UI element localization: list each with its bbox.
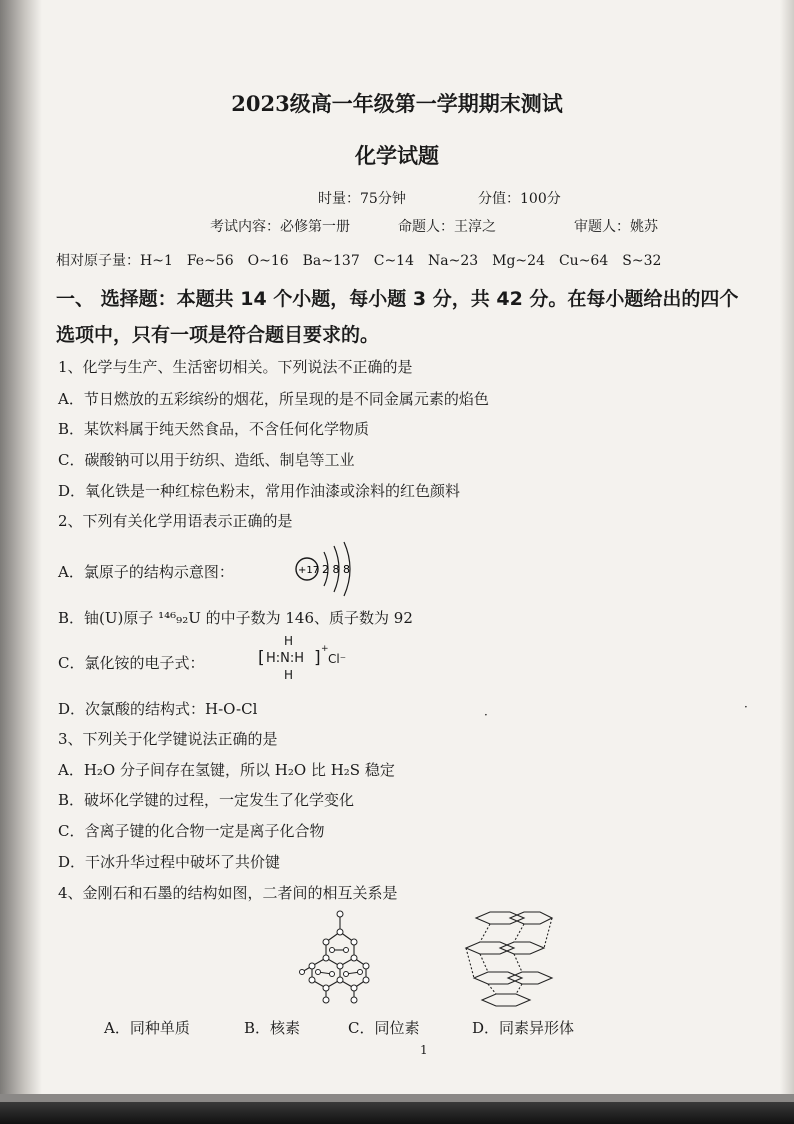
diamond-structure-diagram [296, 910, 376, 1005]
question-3-option-c: C．含离子键的化合物一定是离子化合物 [58, 822, 325, 840]
section-heading-line2: 选项中，只有一项是符合题目要求的。 [56, 324, 380, 346]
page-number: 1 [420, 1043, 428, 1057]
page-bottom-shadow [0, 1094, 794, 1102]
formula-h-bottom: H [284, 668, 294, 682]
formula-bracket-left: [ [258, 648, 265, 668]
question-3-option-d: D．干冰升华过程中破坏了共价键 [58, 853, 281, 871]
exam-duration: 时量：75分钟 [318, 191, 406, 207]
exam-score: 分值：100分 [478, 191, 561, 207]
question-1-option-c: C．碳酸钠可以用于纺织、造纸、制皂等工业 [58, 451, 355, 469]
question-3-option-a: A．H₂O 分子间存在氢键，所以 H₂O 比 H₂S 稳定 [58, 761, 395, 779]
question-4-option-d: D．同素异形体 [472, 1019, 575, 1037]
question-4-option-b: B．核素 [244, 1019, 301, 1037]
question-2-option-c: C．氯化铵的电子式： [58, 654, 205, 672]
electron-counts: 2 8 8 [322, 563, 350, 576]
question-3-stem: 3、下列关于化学键说法正确的是 [58, 730, 278, 748]
question-1-option-b: B．某饮料属于纯天然食品，不含任何化学物质 [58, 420, 370, 438]
formula-anion: Cl⁻ [328, 652, 347, 666]
scan-speck-2: · [744, 700, 748, 714]
section-heading-line1: 一、 选择题：本题共 14 个小题，每小题 3 分，共 42 分。在每小题给出的四个 [56, 288, 739, 310]
exam-author: 命题人：王淳之 [398, 219, 496, 235]
page-bottom-edge [0, 1102, 794, 1124]
question-3-option-b: B．破坏化学键的过程，一定发生了化学变化 [58, 791, 355, 809]
exam-content: 考试内容：必修第一册 [210, 219, 350, 235]
question-2-stem: 2、下列有关化学用语表示正确的是 [58, 512, 293, 530]
formula-center: H:N:H [266, 651, 305, 666]
formula-bracket-right: ] [314, 648, 321, 668]
atomic-mass-line: 相对原子量：H~1 Fe~56 O~16 Ba~137 C~14 Na~23 Mg~24 Cu~64 S~32 [56, 253, 662, 269]
question-1-option-a: A．节日燃放的五彩缤纷的烟花，所呈现的是不同金属元素的焰色 [58, 390, 489, 408]
question-1-option-d: D．氧化铁是一种红棕色粉末，常用作油漆或涂料的红色颜料 [58, 482, 461, 500]
question-1-stem: 1、化学与生产、生活密切相关。下列说法不正确的是 [58, 358, 413, 376]
question-2-option-b: B．铀(U)原子 ¹⁴⁶₉₂U 的中子数为 146、质子数为 92 [58, 609, 413, 627]
exam-reviewer: 审题人：姚苏 [574, 219, 658, 235]
chlorine-atom-structure-diagram [294, 540, 364, 598]
graphite-structure-diagram [460, 908, 556, 1008]
scan-speck: · [484, 708, 488, 722]
question-4-option-c: C．同位素 [348, 1019, 420, 1037]
question-2-option-d: D．次氯酸的结构式：H-O-Cl [58, 700, 258, 718]
ammonium-chloride-electron-formula [258, 634, 368, 686]
question-2-option-a: A．氯原子的结构示意图： [58, 563, 234, 581]
nucleus-charge: +17 [298, 565, 320, 576]
exam-title: 2023级高一年级第一学期期末测试 [231, 91, 563, 116]
exam-subject: 化学试题 [355, 143, 439, 168]
formula-h-top: H [284, 634, 294, 648]
question-4-stem: 4、金刚石和石墨的结构如图，二者间的相互关系是 [58, 884, 398, 902]
question-4-option-a: A．同种单质 [104, 1019, 190, 1037]
formula-charge: + [321, 644, 329, 654]
